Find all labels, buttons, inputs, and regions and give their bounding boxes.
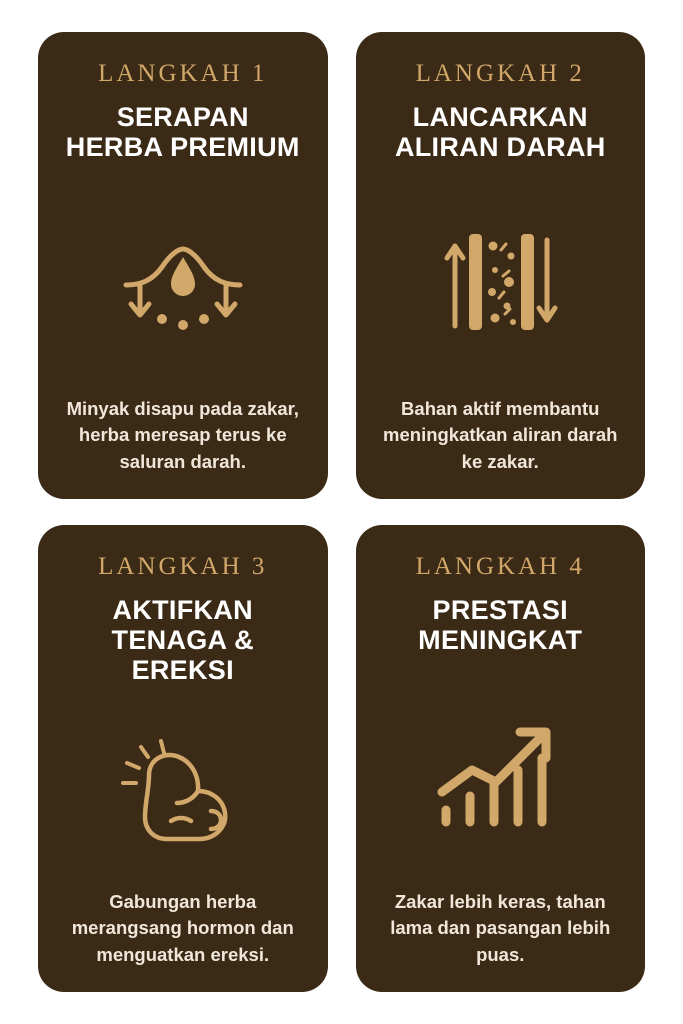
step-title-1-line2: HERBA PREMIUM [65,132,300,163]
rising-bar-chart-arrow-icon [374,661,628,889]
blood-flow-vessel-icon [374,168,628,396]
step-label-2: LANGKAH 2 [415,60,585,87]
step-card-3 [38,525,328,992]
step-label-4: LANGKAH 4 [415,553,585,580]
step-title-3-line2: TENAGA & EREKSI [111,625,254,686]
step-title-3 [56,595,310,686]
step-title-1-line1: SERAPAN [116,102,249,132]
oil-drop-absorption-icon [56,168,310,396]
step-label-1: LANGKAH 1 [98,60,268,87]
step-title-4-line1: PRESTASI [432,595,568,625]
step-card-1 [38,32,328,499]
step-desc-2: Bahan aktif membantu meningkatkan aliran darah ke zakar. [383,398,618,472]
step-title-3-line1: AKTIFKAN [112,595,253,625]
step-label-3: LANGKAH 3 [98,553,268,580]
step-desc-1: Minyak disapu pada zakar, herba meresap terus ke saluran darah. [66,398,299,472]
step-title-1 [64,102,302,162]
flexed-bicep-icon [56,692,310,890]
step-desc-3: Gabungan herba merangsang hormon dan menguatkan ereksi. [71,891,294,965]
step-title-4 [416,595,584,655]
step-card-2 [356,32,646,499]
step-title-2-line2: ALIRAN DARAH [394,132,606,163]
step-title-4-line2: MENINGKAT [418,625,583,656]
step-desc-4: Zakar lebih keras, tahan lama dan pasangan lebih puas. [390,891,611,965]
step-card-4 [356,525,646,992]
step-title-2-line1: LANCARKAN [412,102,588,132]
step-title-2 [393,102,608,162]
